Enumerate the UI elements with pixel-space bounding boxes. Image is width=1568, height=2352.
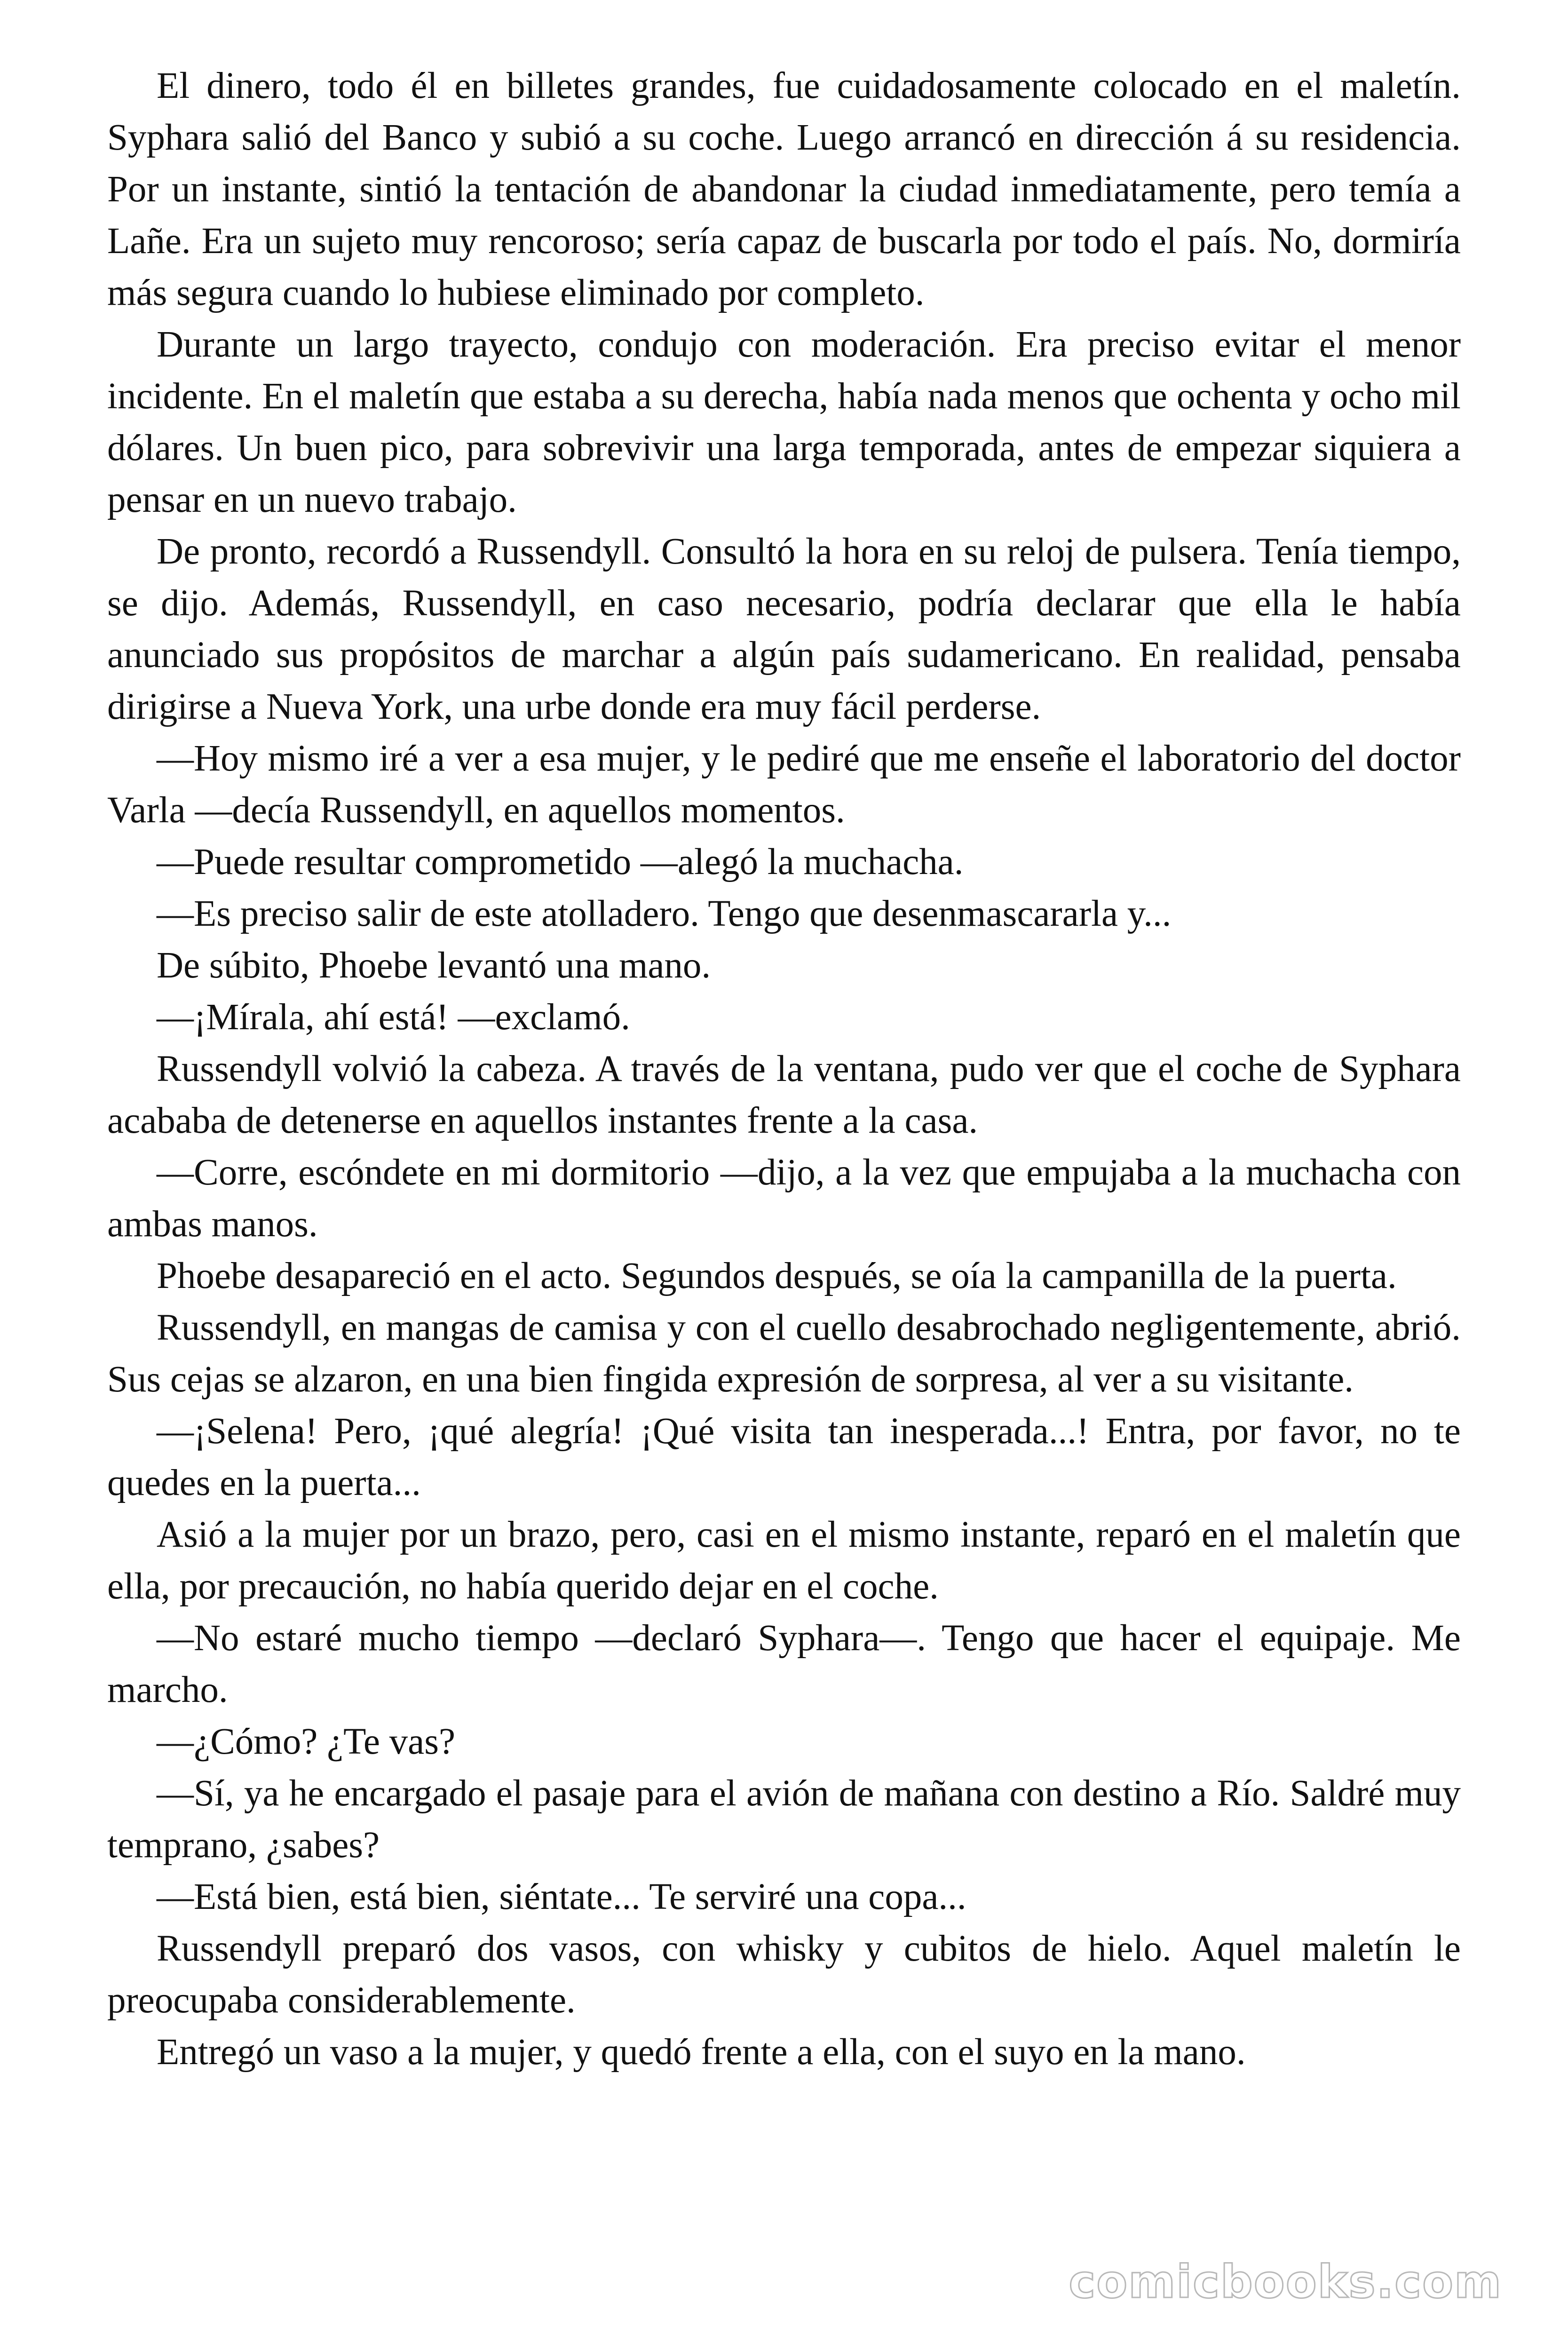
paragraph: El dinero, todo él en billetes grandes, fue cuidadosamente colocado en el maletín. Syphara salió del Banco y subió a su coche. Luego arrancó en dirección á su residencia. Por un instante, sintió la tentación de abandonar la ciudad inmediatamente, pero temía a Lañe. Era un sujeto muy rencoroso; sería capaz de buscarla por todo el país. No, dormiría más segura cuando lo hubiese eliminado por completo.	[107, 65, 1461, 313]
paragraph: Russendyll volvió la cabeza. A través de la ventana, pudo ver que el coche de Syphara acababa de detenerse en aquellos instantes frente a la casa.	[107, 1049, 1461, 1141]
paragraph: —Puede resultar comprometido —alegó la muchacha.	[157, 842, 964, 882]
paragraph: Phoebe desapareció en el acto. Segundos después, se oía la campanilla de la puerta.	[157, 1255, 1397, 1296]
paragraph: —¡Mírala, ahí está! —exclamó.	[157, 997, 630, 1038]
paragraph: De súbito, Phoebe levantó una mano.	[157, 945, 711, 986]
paragraph: De pronto, recordó a Russendyll. Consultó la hora en su reloj de pulsera. Tenía tiempo, se dijo. Además, Russendyll, en caso necesario, podría declarar que ella le había anunciado sus propósitos de marchar a algún país sudamericano. En realidad, pensaba dirigirse a Nueva York, una urbe donde era muy fácil perderse.	[107, 531, 1461, 727]
paragraph: Russendyll, en mangas de camisa y con el cuello desabrochado negligentemente, abrió. Sus cejas se alzaron, en una bien fingida expresión de sorpresa, al ver a su visitante.	[107, 1307, 1461, 1400]
watermark: comicbooks.com	[1069, 2256, 1502, 2308]
paragraph: —¿Cómo? ¿Te vas?	[157, 1721, 456, 1762]
paragraph: —Está bien, está bien, siéntate... Te serviré una copa...	[157, 1876, 966, 1917]
paragraph: Entregó un vaso a la mujer, y quedó frente a ella, con el suyo en la mano.	[157, 2032, 1246, 2073]
paragraph: —Hoy mismo iré a ver a esa mujer, y le pediré que me enseñe el laboratorio del doctor Varla —decía Russendyll, en aquellos momentos.	[107, 738, 1461, 831]
page-body	[107, 60, 1461, 2078]
paragraph: —Es preciso salir de este atolladero. Tengo que desenmascararla y...	[157, 893, 1172, 934]
paragraph: —Corre, escóndete en mi dormitorio —dijo, a la vez que empujaba a la muchacha con ambas manos.	[107, 1152, 1461, 1245]
paragraph: —¡Selena! Pero, ¡qué alegría! ¡Qué visita tan inesperada...! Entra, por favor, no te quedes en la puerta...	[107, 1411, 1461, 1503]
paragraph: Russendyll preparó dos vasos, con whisky y cubitos de hielo. Aquel maletín le preocupaba considerablemente.	[107, 1928, 1461, 2021]
paragraph: —No estaré mucho tiempo —declaró Syphara—. Tengo que hacer el equipaje. Me marcho.	[107, 1618, 1461, 1710]
paragraph: —Sí, ya he encargado el pasaje para el avión de mañana con destino a Río. Saldré muy temprano, ¿sabes?	[107, 1773, 1461, 1866]
paragraph: Asió a la mujer por un brazo, pero, casi en el mismo instante, reparó en el maletín que ella, por precaución, no había querido dejar en el coche.	[107, 1514, 1461, 1607]
paragraph: Durante un largo trayecto, condujo con moderación. Era preciso evitar el menor incidente. En el maletín que estaba a su derecha, había nada menos que ochenta y ocho mil dólares. Un buen pico, para sobrevivir una larga temporada, antes de empezar siquiera a pensar en un nuevo trabajo.	[107, 324, 1461, 520]
